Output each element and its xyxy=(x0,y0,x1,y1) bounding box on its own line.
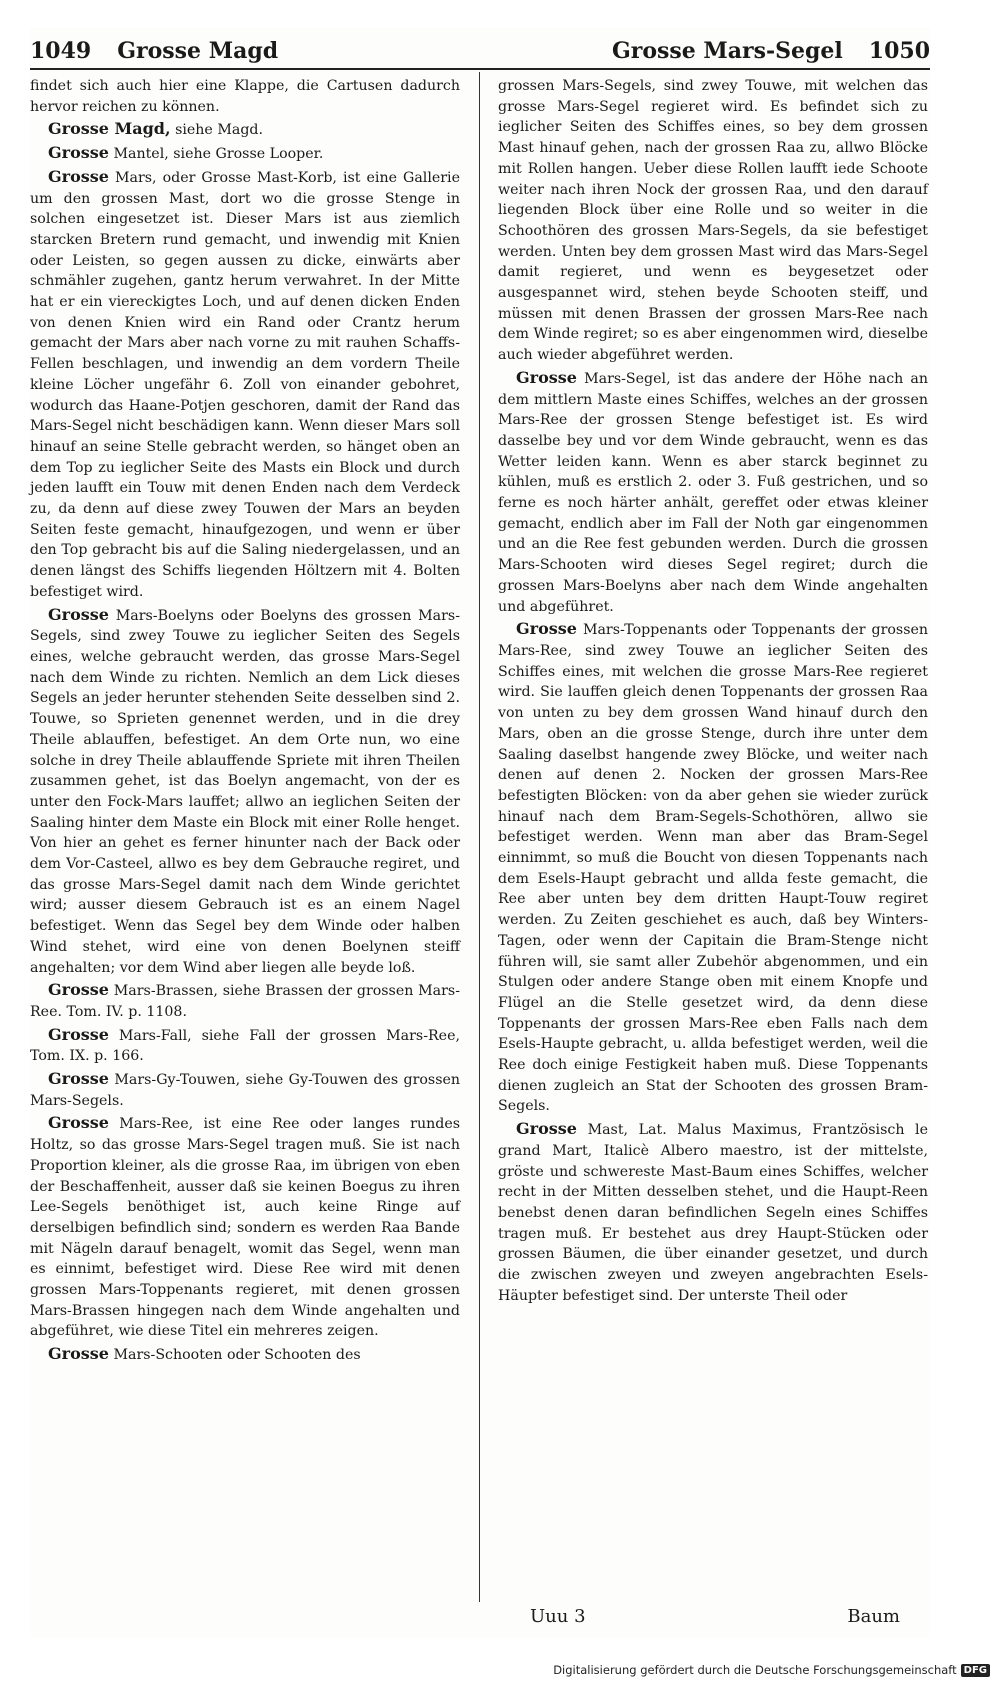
signature-mark: Uuu 3 xyxy=(530,1606,586,1627)
entry-text: Mars-Boelyns oder Boelyns des grossen Mars-Segels, sind zwey Touwe zu ieglicher Seiten des Segels eines, welche gebraucht werden, das grosse Mars-Segel nach dem Winde zu richten. Nemlich an dem Lick dieses Segels an jeder herunter stehenden Seite desselben sind 2. Touwe, so Sprieten genennet werden, und in die drey Theile ablauffen, befestiget. An dem Orte nun, wo eine solche in drey Theile ablauffende Spriete mit ihren Theilen zusammen gehet, ist das Boelyn angemacht, von der es unter den Fock-Mars lauffet; allwo an ieglichen Seiten der Saaling hinter dem Maste ein Block mit einer Rolle henget. Von hier an gehet es ferner hinunter nach der Back oder dem Vor-Casteel, allwo es bey dem Gebrauche regiret, und das grosse Mars-Segel damit nach dem Winde gerichtet wird; ausser diesem Gebrauch ist es an einem Nagel befestiget. Wenn das Segel bey dem Winde oder halben Wind stehet, wird eine von denen Boelynen steiff angehalten; vor dem Wind aber liegen alle beyde loß. xyxy=(30,607,461,976)
digitization-credit xyxy=(553,1663,990,1677)
entry-headword: Grosse xyxy=(48,1344,109,1364)
entry-text: siehe Magd. xyxy=(175,122,263,139)
running-title-left: Grosse Magd xyxy=(117,38,279,64)
dictionary-entry xyxy=(30,1025,460,1067)
page-number-right: 1050 xyxy=(868,38,930,64)
entry-text: Mars-Fall, siehe Fall der grossen Mars-Ree, Tom. IX. p. 166. xyxy=(30,1027,460,1065)
dictionary-entry xyxy=(498,368,928,617)
entry-text: Mars-Toppenants oder Toppenants der grossen Mars-Ree, sind zwey Touwe an ieglicher Seiten des Schiffes eines, mit welchen die grosse Mars-Ree regieret wird. Sie lauffen gleich denen Toppenants der grossen Raa von unten zu bey dem grossen Wand hinauf durch den Mars, oben an die grosse Stenge, durch ihre unter dem Saaling daselbst hangende zwey Blöcke, und weiter nach denen auf denen 2. Nocken der grossen Mars-Ree befestigten Blöcken: von da aber gehen sie wieder zurück hinauf nach dem Bram-Segels-Schothören, allwo sie befestiget werden. Wenn man aber das Bram-Segel einnimmt, so muß die Boucht von diesen Toppenants nach dem Esels-Haupt gebracht und allda feste gemacht, die Ree aber unten bey dem dritten Haupt-Touw regiret werden. Zu Zeiten geschiehet es auch, daß bey Winters-Tagen, oder wenn der Capitain die Bram-Stenge nicht führen will, sie samt aller Zubehör abgenommen, und ein Stulgen oder andere Stange oben mit einem Knopfe und Flügel an die Stelle gesetzet wird, da denn diese Toppenants der grossen Mars-Ree eben Falls nach dem Esels-Haupte gebracht, u. allda befestiget werden, weil die Ree doch einige Festigkeit haben muß. Diese Toppenants dienen zugleich an Stat der Schooten des grossen Bram-Segels. xyxy=(498,622,929,1115)
book-page xyxy=(30,28,930,1638)
dictionary-entry xyxy=(30,1069,460,1111)
dictionary-entry xyxy=(30,1344,460,1366)
catchword: Baum xyxy=(847,1606,900,1627)
dictionary-entry xyxy=(498,1119,928,1306)
entry-headword: Grosse xyxy=(48,143,109,163)
right-text-column xyxy=(498,76,928,1596)
dictionary-entry xyxy=(498,76,928,366)
credit-text: Digitalisierung gefördert durch die Deutsche Forschungsgemeinschaft xyxy=(553,1663,957,1677)
entry-headword: Grosse xyxy=(516,1119,577,1139)
entry-headword: Grosse xyxy=(48,1069,109,1089)
entry-text: Mars-Gy-Touwen, siehe Gy-Touwen des grossen Mars-Segels. xyxy=(30,1072,461,1109)
page-footer xyxy=(30,1606,930,1632)
running-header xyxy=(30,28,930,64)
entry-text: Mars, oder Grosse Mast-Korb, ist eine Gallerie um den grossen Mast, dort wo die grosse Stenge in solchen eingesetzet ist. Dieser Mars ist aus ziemlich starcken Bretern rund gemacht, und inwendig mit Knien oder Leisten, so gegen aussen zu dicke, einwärts aber schmähler zugehen, gantz herum verwahret. In der Mitte hat er ein viereckigtes Loch, und auf denen dicken Enden von denen Knien wird ein Rand oder Crantz herum gemacht der Mars aber nach vorne zu mit rauhen Schaffs-Fellen beschlagen, und inwendig an dem vordern Theile kleine Löcher ungefähr 6. Zoll von einander gebohret, wodurch das Haane-Potjen geschoren, damit der Rand das Mars-Segel nicht beschädigen kann. Wenn dieser Mars soll hinauf an seine Stelle gebracht werden, so hänget oben an dem Top zu ieglicher Seite des Masts ein Block und durch jeden laufft ein Touw mit denen Enden nach dem Verdeck zu, da denn auf diese zwey Touwen der Mars an beyden Seiten feste gemacht, hinaufgezogen, und wenn er über den Top gebracht bis auf die Saling niedergelassen, und an denen längst des Schiffs liegenden Höltzern mit 4. Bolten befestiget wird. xyxy=(30,169,460,600)
dictionary-entry xyxy=(30,980,460,1022)
running-title-right: Grosse Mars-Segel xyxy=(611,38,843,64)
entry-headword: Grosse xyxy=(48,1113,109,1133)
header-rule xyxy=(30,68,930,70)
entry-headword: Grosse xyxy=(48,1024,109,1044)
dictionary-entry xyxy=(30,76,460,117)
dictionary-entry xyxy=(30,605,460,979)
entry-headword: Grosse xyxy=(516,367,577,387)
entry-text: Mast, Lat. Malus Maximus, Frantzösisch le grand Mart, Italicè Albero maestro, ist der mittelste, gröste und schwereste Mast-Baum eines Schiffes, welcher recht in der Mitten desselben stehet, und die Haupt-Reen benebst denen daran befindlichen Segeln eines Schiffes tragen muß. Er bestehet aus drey Haupt-Stücken oder grossen Bäumen, die über einander gesetzet, und durch die zwischen zweyen und zweyen angebrachten Esels-Häupter befestiget sind. Der unterste Theil oder xyxy=(498,1122,928,1304)
left-text-column xyxy=(30,76,460,1596)
entry-text: Mars-Brassen, siehe Brassen der grossen Mars-Ree. Tom. IV. p. 1108. xyxy=(30,983,461,1020)
entry-headword: Grosse xyxy=(48,604,109,624)
entry-headword: Grosse xyxy=(48,980,109,1000)
page-number-left: 1049 xyxy=(30,38,92,64)
entry-text: Mars-Ree, ist eine Ree oder langes rundes Holtz, so das grosse Mars-Segel tragen muß. Sie ist nach Proportion kleiner, als die grosse Raa, im übrigen von eben der Beschaffenheit, ausser daß sie keinen Boegus zu ihren Lee-Segels benöthiget ist, auch keine Ringe auf derselbigen befindlich sind; sondern es werden Raa Bande mit Nägeln darauf benagelt, womit das Segel, wenn man es einnimt, befestiget wird. Diese Ree wird mit denen grossen Mars-Toppenants regieret, mit denen grossen Mars-Brassen hingegen nach dem Winde angehalten und abgeführet, wie diese Titel ein mehreres zeigen. xyxy=(30,1116,461,1340)
column-divider xyxy=(479,72,480,1602)
dfg-logo: DFG xyxy=(961,1664,990,1677)
entry-text: Mars-Segel, ist das andere der Höhe nach an dem mittlern Maste eines Schiffes, welches an der grossen Mars-Ree der grossen Stenge befestiget ist. Es wird dasselbe bey und vor dem Winde gebraucht, wenn es das Wetter leiden kann. Wenn es aber starck beginnet zu kühlen, muß es erstlich 2. oder 3. Fuß gestrichen, und so ferne es noch härter anhält, gereffet oder etwas kleiner gemacht, endlich aber im Fall der Noth gar eingenommen und an die Ree fest gebunden werden. Durch die grossen Mars-Schooten wird dieses Segel regiret; durch die grossen Mars-Boelyns aber nach dem Winde angehalten und abgeführet. xyxy=(498,370,928,615)
dictionary-entry xyxy=(498,619,928,1117)
entry-text: Mars-Schooten oder Schooten des xyxy=(113,1347,361,1364)
entry-headword: Grosse xyxy=(516,619,577,639)
entry-text: findet sich auch hier eine Klappe, die Cartusen dadurch hervor reichen zu können. xyxy=(30,78,460,115)
dictionary-entry xyxy=(30,167,460,603)
entry-headword: Grosse Magd, xyxy=(48,119,171,139)
entry-text: grossen Mars-Segels, sind zwey Touwe, mit welchen das grosse Mars-Segel regieret wird. Es befindet sich zu ieglicher Seiten des Schiffes eines, so bey dem grossen Mast hinauf gehen, nach der grossen Raa zu, allwo Blöcke mit Rollen hangen. Ueber diese Rollen laufft iede Schoote weiter nach ihren Nock der grossen Raa, und den darauf liegenden Block über eine Rolle und so weiter in die Schoothören des grossen Mars-Segels, da sie befestiget werden. Unten bey dem grossen Mast wird das Mars-Segel damit regieret, und wenn es beygesetzet oder ausgespannet wird, stehen beyde Schooten steiff, und müssen mit denen Brassen der grossen Mars-Ree nach dem Winde regiret; so es aber eingenommen wird, dieselbe auch wieder abgeführet werden. xyxy=(498,78,928,364)
entry-headword: Grosse xyxy=(48,166,109,186)
dictionary-entry xyxy=(30,143,460,165)
dictionary-entry xyxy=(30,119,460,141)
dictionary-entry xyxy=(30,1113,460,1342)
entry-text: Mantel, siehe Grosse Looper. xyxy=(113,146,324,163)
